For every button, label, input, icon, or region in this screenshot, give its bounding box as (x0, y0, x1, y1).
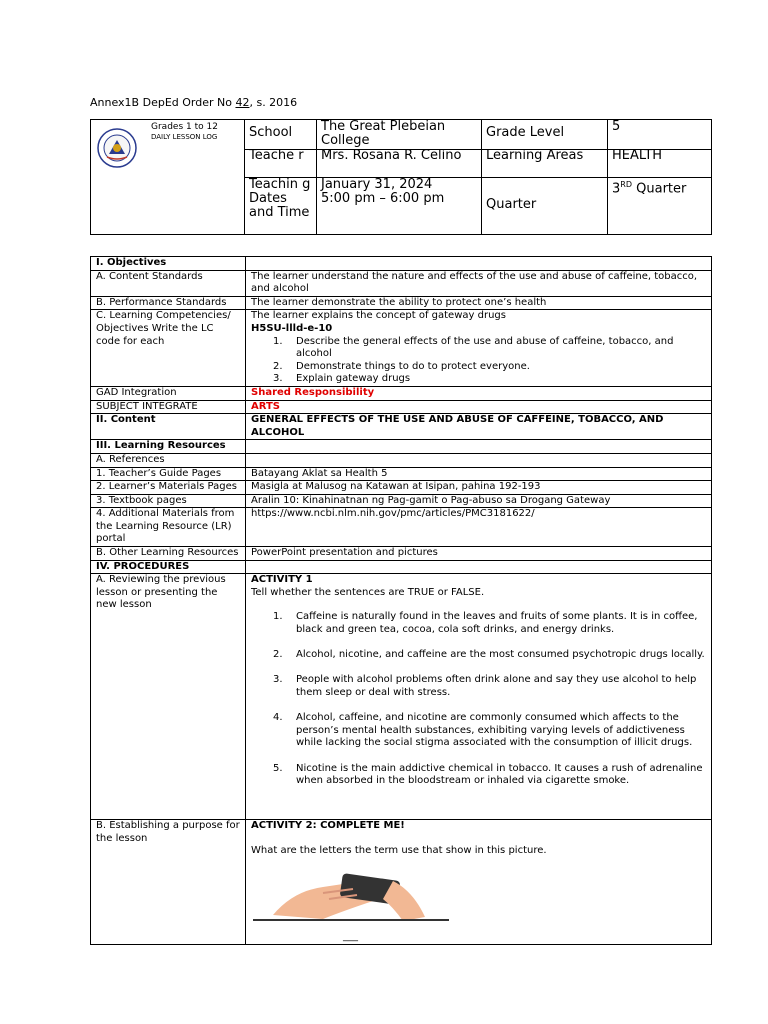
list-item: 1. Caffeine is naturally found in the leaves and fruits of some plants. It is in coffee, black and green tea, cocoa, cola soft drinks, and energy drinks. (273, 611, 698, 636)
teachers-guide-label: 1. Teacher’s Guide Pages (91, 467, 246, 481)
gad-integration-value: Shared Responsibility (246, 386, 712, 400)
quarter-word: Quarter (632, 181, 687, 197)
document-heading (90, 96, 297, 109)
activity-2-title: ACTIVITY 2: COMPLETE ME! (251, 820, 405, 832)
other-resources-label: B. Other Learning Resources (91, 547, 246, 561)
gad-integration-label: GAD Integration (91, 386, 246, 400)
performance-standards-label: B. Performance Standards (91, 296, 246, 310)
lesson-time: 5:00 pm – 6:00 pm (321, 191, 445, 206)
table-row (91, 560, 712, 574)
activity-1-list (251, 611, 706, 787)
table-row (91, 820, 712, 945)
activity-2-instruction: What are the letters the term use that show in this picture. (251, 844, 547, 856)
list-item: 4. Alcohol, caffeine, and nicotine are commonly consumed which affects to the person’s mental health substances, exhibiting varying levels of addictiveness while lacking the social stigma associated with the consumption of illicit drugs. (273, 712, 693, 749)
activity-2-cell (246, 820, 712, 945)
header-grid (244, 120, 711, 234)
deped-seal-icon (97, 128, 137, 168)
daily-lesson-log-caption: DAILY LESSON LOG (151, 133, 218, 141)
list-item: 2. Demonstrate things to do to protect everyone. (273, 360, 530, 372)
learning-areas-value: HEALTH (607, 149, 711, 177)
references-label: A. References (91, 453, 246, 467)
content-value: GENERAL EFFECTS OF THE USE AND ABUSE OF CAFFEINE, TOBACCO, AND ALCOHOL (246, 414, 712, 440)
table-row (91, 440, 712, 454)
lesson-date: January 31, 2024 (321, 177, 433, 192)
annex-suffix: , s. 2016 (249, 96, 298, 109)
other-resources-value: PowerPoint presentation and pictures (246, 547, 712, 561)
list-item: 3. People with alcohol problems often drink alone and say they use alcohol to help them sleep or deal with stress. (273, 674, 697, 698)
lc-code: H5SU-llld-e-10 (251, 322, 333, 334)
teachers-guide-value: Batayang Aklat sa Health 5 (246, 467, 712, 481)
activity-1-instruction: Tell whether the sentences are TRUE or FALSE. (251, 586, 485, 598)
table-row (91, 257, 712, 271)
content-heading: II. Content (91, 414, 246, 440)
annex-prefix: Annex1B DepEd Order No (90, 96, 236, 109)
quarter-ordinal: RD (620, 180, 632, 189)
quarter-label: Quarter (481, 177, 607, 234)
table-row (91, 547, 712, 561)
deped-logo-area (91, 120, 244, 234)
answer-blank: ___ (343, 931, 358, 943)
teacher-label: Teache r (244, 149, 316, 177)
lesson-plan-table (90, 256, 712, 945)
table-row (91, 400, 712, 414)
establishing-purpose-label: B. Establishing a purpose for the lesson (91, 820, 246, 945)
table-row (91, 453, 712, 467)
table-row (91, 296, 712, 310)
grade-level-label: Grade Level (481, 120, 607, 149)
table-row (91, 414, 712, 440)
table-row (91, 574, 712, 820)
learning-areas-label: Learning Areas (481, 149, 607, 177)
content-standards-label: A. Content Standards (91, 270, 246, 296)
phone-hands-picture (253, 871, 453, 931)
school-label: School (244, 120, 316, 149)
table-row (91, 481, 712, 495)
teaching-dates-value (316, 177, 481, 234)
subject-integrate-label: SUBJECT INTEGRATE (91, 400, 246, 414)
learning-competencies-label: C. Learning Competencies/ Objectives Write the LC code for each (91, 310, 246, 387)
teacher-value: Mrs. Rosana R. Celino (316, 149, 481, 177)
teaching-dates-label: Teachin g Dates and Time (244, 177, 316, 234)
content-standards-value: The learner understand the nature and effects of the use and abuse of caffeine, tobacco, and alcohol (246, 270, 712, 296)
grades-caption (151, 122, 218, 142)
reviewing-lesson-label: A. Reviewing the previous lesson or presenting the new lesson (91, 574, 246, 820)
lesson-log-header (90, 119, 712, 235)
activity-1-cell (246, 574, 712, 820)
list-item: 1. Describe the general effects of the use and abuse of caffeine, tobacco, and alcohol (273, 335, 674, 360)
learning-resources-heading: III. Learning Resources (91, 440, 246, 454)
phone-hands-illustration (253, 871, 453, 931)
list-item: 5. Nicotine is the main addictive chemical in tobacco. It causes a rush of adrenaline when absorbed in the bloodstream or inhaled via cigarette smoke. (273, 762, 703, 787)
grade-level-value: 5 (607, 120, 711, 149)
objectives-list (251, 336, 706, 386)
grades-range: Grades 1 to 12 (151, 122, 218, 132)
textbook-pages-label: 3. Textbook pages (91, 494, 246, 508)
competencies-intro: The learner explains the concept of gateway drugs (251, 310, 506, 322)
table-row (91, 310, 712, 387)
order-number: 42 (235, 96, 250, 109)
learners-materials-value: Masigla at Malusog na Katawan at Isipan, pahina 192-193 (246, 481, 712, 495)
table-row (91, 467, 712, 481)
textbook-pages-value: Aralin 10: Kinahinatnan ng Pag-gamit o Pag-abuso sa Drogang Gateway (246, 494, 712, 508)
learning-competencies-value (246, 310, 712, 387)
table-row (91, 270, 712, 296)
performance-standards-value: The learner demonstrate the ability to protect one’s health (246, 296, 712, 310)
school-value: The Great Plebeian College (316, 120, 481, 149)
quarter-number: 3 (612, 181, 621, 197)
table-row (91, 508, 712, 547)
learners-materials-label: 2. Learner’s Materials Pages (91, 481, 246, 495)
list-item: 3. Explain gateway drugs (273, 373, 411, 385)
quarter-value (607, 177, 711, 234)
list-item: 2. Alcohol, nicotine, and caffeine are the most consumed psychotropic drugs locally. (273, 649, 705, 661)
table-row (91, 386, 712, 400)
table-row (91, 494, 712, 508)
subject-integrate-value: ARTS (246, 400, 712, 414)
additional-materials-link[interactable]: https://www.ncbi.nlm.nih.gov/pmc/articles/PMC3181622/ (246, 508, 712, 547)
additional-materials-label: 4. Additional Materials from the Learning Resource (LR) portal (91, 508, 246, 547)
objectives-heading: I. Objectives (91, 257, 246, 271)
activity-1-title: ACTIVITY 1 (251, 574, 313, 586)
procedures-heading: IV. PROCEDURES (91, 560, 246, 574)
